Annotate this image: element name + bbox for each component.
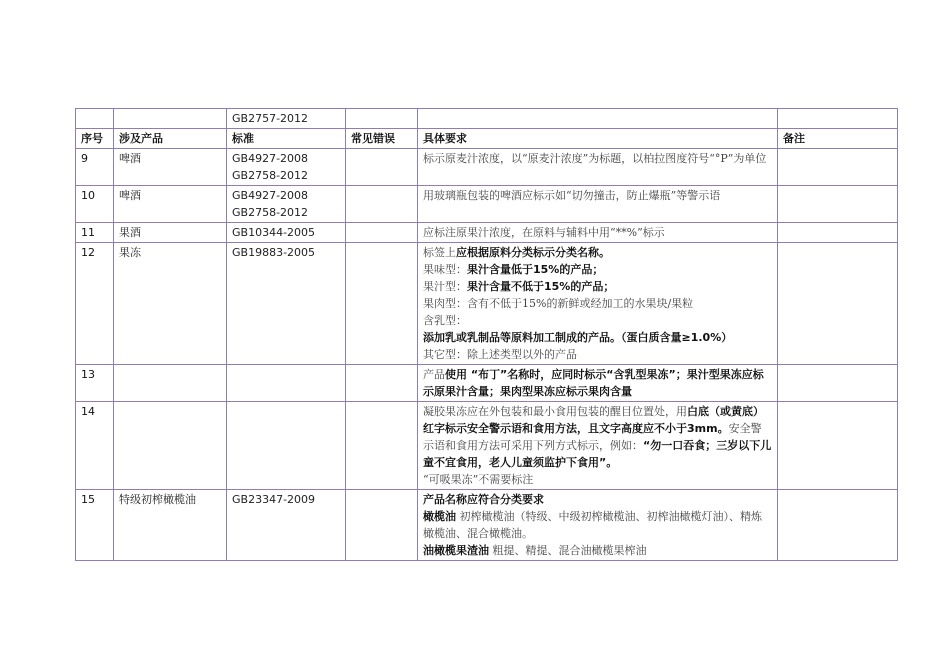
product-cell: 特级初榨橄榄油: [114, 490, 227, 561]
product-cell: 果酒: [114, 223, 227, 243]
product-cell: 啤酒: [114, 186, 227, 223]
standard-cell: GB4927-2008 GB2758-2012: [227, 186, 346, 223]
row-number: 11: [76, 223, 114, 243]
table-row: [76, 365, 898, 402]
table-row: [76, 490, 898, 561]
row-number: 13: [76, 365, 114, 402]
table-row: [76, 109, 898, 129]
requirement-cell: 标示原麦汁浓度，以“原麦汁浓度”为标题，以柏拉图度符号“°P”为单位: [418, 149, 778, 186]
product-cell: 啤酒: [114, 149, 227, 186]
requirement-cell: 凝胶果冻应在外包装和最小食用包装的醒目位置处，用白底（或黄底）红字标示安全警示语和食用方法，且文字高度应不小于3mm。安全警示语和食用方法可采用下列方式标示，例如：“勿一口吞食；三岁以下儿童不宜食用，老人儿童须监护下食用”。 “可吸果冻”不需要标注: [418, 402, 778, 490]
header-errors: 常见错误: [346, 129, 418, 149]
row-number: 12: [76, 243, 114, 365]
header-no: 序号: [76, 129, 114, 149]
header-standard: 标准: [227, 129, 346, 149]
standard-cell: [227, 402, 346, 490]
product-cell: 果冻: [114, 243, 227, 365]
standard-cell: GB10344-2005: [227, 223, 346, 243]
table-row: [76, 243, 898, 365]
standard-cell: [227, 365, 346, 402]
product-cell: [114, 365, 227, 402]
header-row: [76, 129, 898, 149]
product-cell: [114, 402, 227, 490]
row-number: 9: [76, 149, 114, 186]
row-number: 10: [76, 186, 114, 223]
standard-cell: GB4927-2008 GB2758-2012: [227, 149, 346, 186]
requirement-cell: 用玻璃瓶包装的啤酒应标示如“切勿撞击，防止爆瓶”等警示语: [418, 186, 778, 223]
header-product: 涉及产品: [114, 129, 227, 149]
table-row: [76, 149, 898, 186]
standard-cell: GB23347-2009: [227, 490, 346, 561]
header-remarks: 备注: [778, 129, 898, 149]
header-requirement: 具体要求: [418, 129, 778, 149]
standard-cell: GB19883-2005: [227, 243, 346, 365]
requirement-cell: 标签上应根据原料分类标示分类名称。 果味型：果汁含量低于15%的产品； 果汁型：果汁含量不低于15%的产品； 果肉型：含有不低于15%的新鲜或经加工的水果块/果粒 含乳型：添加乳或乳制品等原料加工制成的产品。（蛋白质含量≥1.0%） 其它型：除上述类型以外的产品: [418, 243, 778, 365]
table-row: [76, 402, 898, 490]
requirement-cell: 产品使用 “布丁”名称时，应同时标示“含乳型果冻”；果汁型果冻应标示原果汁含量；果肉型果冻应标示果肉含量: [418, 365, 778, 402]
requirement-cell: 产品名称应符合分类要求 橄榄油 初榨橄榄油（特级、中级初榨橄榄油、初榨油橄榄灯油）、精炼橄榄油、混合橄榄油。 油橄榄果渣油 粗提、精提、混合油橄榄果榨油: [418, 490, 778, 561]
row-number: 15: [76, 490, 114, 561]
requirement-cell: 应标注原果汁浓度，在原料与辅料中用“**%”标示: [418, 223, 778, 243]
table-row: [76, 223, 898, 243]
table-row: [76, 186, 898, 223]
requirements-table: [75, 108, 898, 561]
standard-cell: GB2757-2012: [227, 109, 346, 129]
row-number: 14: [76, 402, 114, 490]
